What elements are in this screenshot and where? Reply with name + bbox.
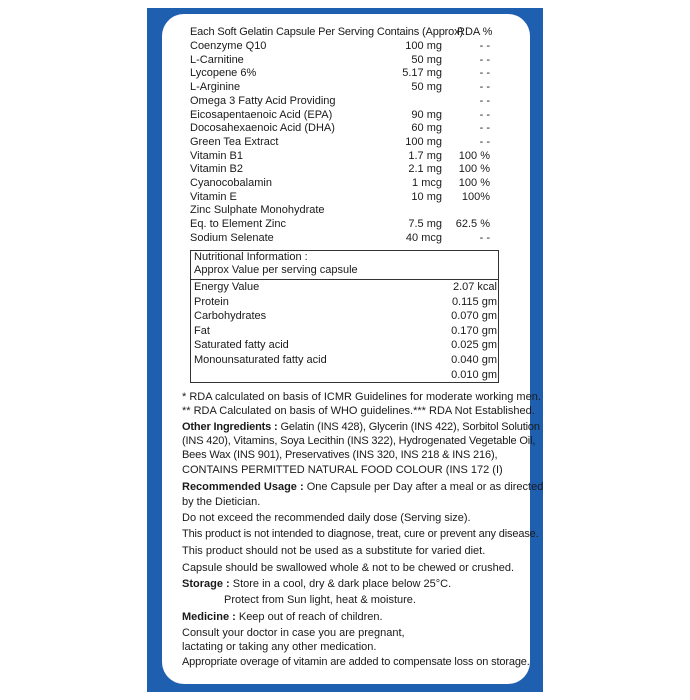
dose-warning: Do not exceed the recommended daily dose (Serving size).: [182, 512, 471, 524]
usage-label: Recommended Usage :: [182, 481, 304, 493]
nutrition-row-name: Saturated fatty acid: [194, 339, 289, 352]
nutrition-subtitle: Approx Value per serving capsule: [194, 264, 358, 276]
nutrition-row-value: 0.010 gm: [451, 368, 497, 381]
nutrition-row-name: Protein: [194, 295, 229, 308]
ingredient-name: Green Tea Extract: [190, 135, 279, 148]
ingredient-name: Eq. to Element Zinc: [190, 218, 286, 231]
swallow-instruction: Capsule should be swallowed whole & not to be chewed or crushed.: [182, 562, 515, 574]
ingredient-name: Docosahexaenoic Acid (DHA): [190, 122, 335, 135]
ingredient-amount: 50 mg: [411, 53, 442, 66]
storage-text: Store in a cool, dry & dark place below 25°C.: [229, 578, 452, 590]
ingredient-rda: - -: [479, 53, 490, 66]
ingredient-rda: 100 %: [458, 177, 490, 189]
consult-line1: Consult your doctor in case you are pregnant,: [182, 627, 405, 639]
medicine-text: Keep out of reach of children.: [235, 611, 383, 623]
ingredient-name: Lycopene 6%: [190, 67, 257, 80]
ingredient-rda: - -: [479, 231, 490, 244]
other-ingredients-text: Gelatin (INS 428), Glycerin (INS 422), Sorbitol Solution: [277, 421, 540, 433]
ingredient-amount: 10 mg: [411, 190, 442, 203]
ingredient-name: Cyanocobalamin: [190, 177, 272, 189]
nutrition-title: Nutritional Information :: [194, 251, 308, 263]
nutrition-row-name: Energy Value: [194, 281, 260, 293]
ingredient-amount: 90 mg: [411, 108, 442, 121]
ingredient-rda: - -: [479, 94, 490, 107]
nutrition-row-name: Monounsaturated fatty acid: [194, 354, 327, 366]
ingredient-name: Vitamin E: [190, 190, 237, 203]
other-ingredients-label: Other Ingredients :: [182, 421, 278, 433]
other-ingredients-line3: Bees Wax (INS 901), Preservatives (INS 320, INS 218 & INS 216),: [182, 449, 498, 461]
ingredient-rda: 62.5 %: [455, 218, 490, 231]
ingredient-rda: 100 %: [458, 163, 490, 176]
ingredient-amount: 1.7 mg: [408, 149, 442, 162]
nutrition-row-value: 0.070 gm: [451, 310, 497, 323]
ingredient-rda: 100 %: [458, 149, 490, 162]
medicine-label: Medicine :: [182, 611, 236, 623]
composition-title: Each Soft Gelatin Capsule Per Serving Contains (Approx): [190, 26, 464, 38]
usage-line1: [182, 481, 543, 494]
ingredient-rda: - -: [479, 122, 490, 135]
ingredient-amount: 100 mg: [405, 40, 442, 52]
ingredient-amount: 7.5 mg: [408, 218, 442, 231]
ingredient-rda: 100%: [461, 190, 490, 203]
nutrition-row-value: 0.025 gm: [451, 339, 497, 352]
nutrition-row-name: Fat: [194, 324, 210, 337]
ingredient-amount: 60 mg: [411, 122, 442, 135]
consult-line2: lactating or taking any other medication.: [182, 641, 377, 653]
other-ingredients-line1: [182, 421, 540, 434]
nutrition-row-value: 0.115 gm: [451, 295, 497, 308]
ingredient-name: Vitamin B1: [190, 149, 243, 162]
not-substitute-disclaimer: This product should not be used as a substitute for varied diet.: [182, 545, 486, 557]
usage-text: One Capsule per Day after a meal or as directed: [303, 481, 544, 493]
ingredient-name: Zinc Sulphate Monohydrate: [190, 204, 325, 217]
nutrition-row-value: 2.07 kcal: [452, 281, 497, 293]
ingredient-name: Eicosapentaenoic Acid (EPA): [190, 108, 333, 121]
ingredient-name: L-Arginine: [190, 81, 241, 94]
ingredient-name: Coenzyme Q10: [190, 40, 267, 52]
ingredient-amount: 2.1 mg: [408, 163, 442, 176]
storage-line2: Protect from Sun light, heat & moisture.: [224, 594, 416, 606]
ingredient-amount: 40 mcg: [405, 231, 442, 244]
ingredient-name: Omega 3 Fatty Acid Providing: [190, 94, 336, 107]
rda-note-icmr: * RDA calculated on basis of ICMR Guidelines for moderate working men.: [182, 391, 541, 403]
other-ingredients-line2: (INS 420), Vitamins, Soya Lecithin (INS 322), Hydrogenated Vegetable Oil,: [182, 435, 536, 447]
ingredient-amount: 50 mg: [411, 81, 442, 94]
medicine-line1: [182, 611, 383, 624]
nutrition-row-value: 0.170 gm: [451, 324, 497, 337]
storage-line1: [182, 578, 451, 591]
overage-note: Appropriate overage of vitamin are added to compensate loss on storage.: [182, 656, 530, 668]
other-ingredients-line4: CONTAINS PERMITTED NATURAL FOOD COLOUR (INS 172 (I): [182, 464, 503, 476]
ingredient-rda: - -: [479, 135, 490, 148]
ingredient-rda: - -: [479, 81, 490, 94]
storage-label: Storage :: [182, 578, 230, 590]
ingredient-name: Vitamin B2: [190, 163, 243, 176]
ingredient-rda: - -: [479, 40, 490, 52]
ingredient-name: L-Carnitine: [190, 53, 244, 66]
ingredient-rda: - -: [479, 108, 490, 121]
not-intended-disclaimer: This product is not intended to diagnose, treat, cure or prevent any disease.: [182, 528, 539, 540]
ingredient-amount: 5.17 mg: [402, 67, 442, 80]
ingredient-name: Sodium Selenate: [190, 231, 274, 244]
usage-line2: by the Dietician.: [182, 496, 261, 508]
nutrition-row-name: Carbohydrates: [194, 310, 267, 323]
ingredient-amount: 100 mg: [405, 135, 442, 148]
ingredient-rda: - -: [479, 67, 490, 80]
rda-note-who: ** RDA Calculated on basis of WHO guidelines.*** RDA Not Established.: [182, 405, 535, 417]
nutrition-row-value: 0.040 gm: [451, 354, 497, 366]
ingredient-amount: 1 mcg: [412, 177, 442, 189]
rda-column-header: RDA %: [457, 26, 493, 38]
